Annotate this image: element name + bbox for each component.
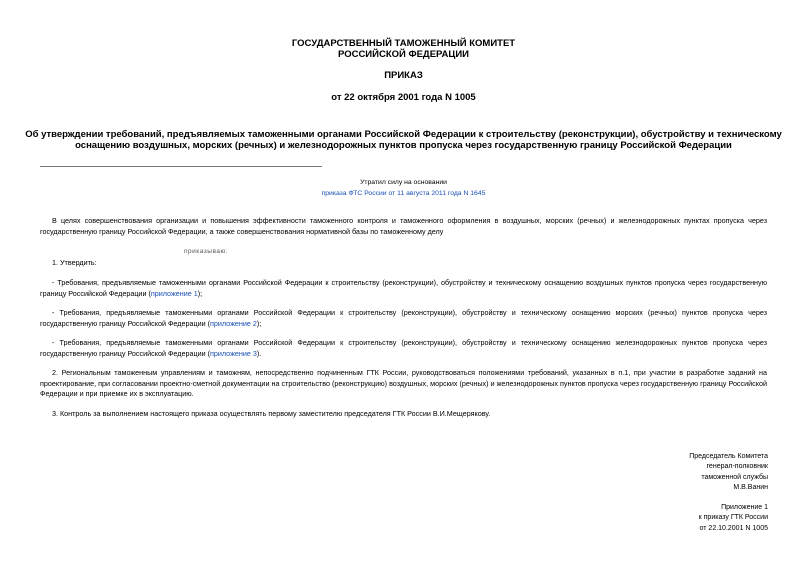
status-note: Утратил силу на основании	[360, 179, 447, 186]
item-3: 3. Контроль за выполнением настоящего приказа осуществлять первому заместителю председателя ГТК России В.И.Мещерякову.	[52, 409, 491, 418]
doc-title-line1: Об утверждении требований, предъявляемых таможенными органами Российской Федерации к строительству (реконструкции), обустройству и техническому	[25, 129, 782, 140]
signature-rank: генерал-полковник	[706, 463, 768, 471]
appendix-ref: к приказу ГТК России	[698, 514, 768, 522]
item-2: 2. Региональным таможенным управлениям и таможням, непосредственно подчиненным ГТК России, руководствоваться положениями требований, указанных в п.1, при участии в разработке заданий на проектирование, при согласовании проектно-сметной документации на строительство (реконструкцию) воздушных, морских (речных) и железнодорожных пунктов пропуска через государственную границу Российской Федерации и при приемке их в эксплуатацию.	[40, 368, 767, 398]
status-line	[0, 188, 807, 200]
appendix-block	[699, 503, 768, 534]
appendix-3-link[interactable]: приложение 3	[210, 348, 257, 358]
appendix-date: от 22.10.2001 N 1005	[699, 524, 768, 532]
divider	[40, 166, 322, 167]
requirement-3-end: ).	[256, 348, 262, 358]
appendix-2-link[interactable]: приложение 2	[210, 318, 257, 328]
org-name-line1: ГОСУДАРСТВЕННЫЙ ТАМОЖЕННЫЙ КОМИТЕТ	[291, 38, 516, 49]
preamble: В целях совершенствования организации и повышения эффективности таможенного контроля и таможенного оформления в воздушных, морских (речных) и железнодорожных пунктах пропуска через государственную границу Российской Федерации, а также совершенствования нормативной базы по таможенному делу	[40, 216, 767, 236]
appendix-1-link[interactable]: приложение 1	[150, 288, 198, 298]
requirement-2-text: - Требования, предъявляемые таможенными органами Российской Федерации к строительству (реконструкции), обустройству и техническому оснащению морских (речных) пунктов пропуска через государственную границу Российской Федерации (	[40, 308, 767, 328]
requirement-2	[40, 308, 767, 329]
signature-block	[689, 452, 768, 493]
requirement-1	[40, 278, 767, 299]
doc-type: ПРИКАЗ	[384, 70, 423, 81]
appendix-title: Приложение 1	[721, 504, 768, 511]
requirement-1-text: - Требования, предъявляемые таможенными органами Российской Федерации к строительству (реконструкции), обустройству и техническому оснащению воздушных пунктов пропуска через государственную границу Российской Федерации (	[40, 278, 767, 298]
item-1: 1. Утвердить:	[52, 258, 97, 267]
org-name-line2: РОССИЙСКОЙ ФЕДЕРАЦИИ	[337, 49, 469, 60]
doc-date-number: от 22 октября 2001 года N 1005	[331, 92, 476, 103]
repeal-order-link[interactable]: приказа ФТС России от 11 августа 2011 года N 1645	[321, 190, 486, 197]
signature-position: Председатель Комитета	[689, 453, 768, 460]
signature-name: М.В.Ванин	[733, 483, 768, 491]
doc-title-line2: оснащению воздушных, морских (речных) и железнодорожных пунктов пропуска через государственную границу Российской Федерации	[75, 140, 732, 151]
signature-service: таможенной службы	[701, 473, 768, 481]
requirement-3	[40, 338, 767, 359]
requirement-2-end: );	[256, 318, 262, 328]
requirement-3-text: - Требования, предъявляемые таможенными органами Российской Федерации к строительству (реконструкции), обустройству и техническому оснащению железнодорожных пунктов пропуска через государственную границу Российской Федерации (	[40, 338, 767, 358]
requirement-1-end: );	[197, 288, 203, 298]
order-word: приказываю:	[184, 248, 229, 255]
